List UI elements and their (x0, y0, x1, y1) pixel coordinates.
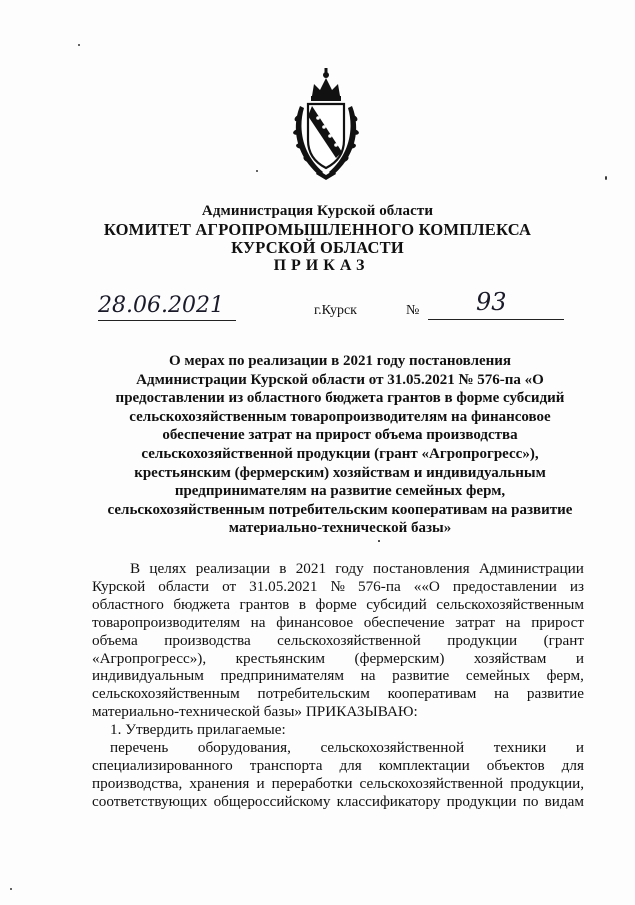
body-word: оборудования, (197, 739, 291, 757)
body-word: хозяйствам (473, 649, 547, 667)
scan-speck (78, 44, 80, 46)
body-word: предпринимателям (220, 667, 344, 685)
body-word: товаропроизводителям (92, 613, 241, 631)
kursk-coat-of-arms-emblem (290, 66, 362, 186)
body-line (92, 632, 584, 650)
order-number-label: № (406, 303, 420, 318)
body-word: году (335, 560, 364, 577)
body-word: производства, (92, 774, 183, 792)
body-word: В (130, 560, 141, 577)
body-word: сельскохозяйственной (359, 774, 504, 792)
body-word: от (222, 577, 237, 595)
body-line (92, 775, 584, 793)
body-word: грантов (239, 595, 290, 613)
body-line (92, 560, 584, 578)
body-word: форме (315, 595, 357, 613)
title-line: обеспечение затрат на прирост объема производства (162, 427, 518, 444)
scan-speck (256, 170, 258, 172)
body-word: реализации (195, 560, 270, 577)
body-word: области (158, 577, 210, 595)
body-word: Администрации (478, 560, 584, 577)
body-word: крестьянским (235, 649, 326, 667)
order-body (92, 560, 584, 811)
committee-name-line1: КОМИТЕТ АГРОПРОМЫШЛЕННОГО КОМПЛЕКСА (103, 220, 532, 239)
title-line: сельскохозяйственным товаропроизводителям на финансовое (129, 408, 551, 425)
body-word: обеспечение (363, 613, 445, 631)
body-word: и (256, 774, 265, 792)
body-word: техники (493, 739, 547, 757)
body-word: прирост (531, 613, 584, 631)
body-word: 31.05.2021 (249, 577, 318, 595)
body-word: сельскохозяйственной (277, 631, 421, 649)
body-word: производства (164, 631, 251, 649)
title-line: крестьянским (фермерским) хозяйствам и индивидуальным (134, 464, 546, 481)
body-word: продукции, (510, 774, 584, 792)
body-word: финансовое (276, 613, 354, 631)
order-number: 93 (476, 288, 507, 316)
document-type-heading: ПРИКАЗ (273, 257, 370, 274)
body-word: по (522, 792, 539, 810)
body-word: на (360, 667, 376, 685)
body-word: ««О (413, 577, 440, 595)
body-word: 2021 (295, 560, 327, 577)
body-line (92, 650, 584, 668)
body-word: сельскохозяйственной (320, 739, 465, 757)
body-word: объектов (486, 756, 545, 774)
body-word: кооперативам (387, 685, 477, 703)
body-word: продукции (447, 631, 518, 649)
body-word: на (505, 613, 521, 631)
body-word: семейных (465, 667, 530, 685)
body-line (92, 793, 584, 811)
scan-speck (378, 540, 380, 542)
title-line: сельскохозяйственной продукции (грант «Агропрогресс»), (141, 445, 539, 462)
body-word: сельскохозяйственным (92, 685, 240, 703)
title-line: Администрации Курской области от 31.05.2021 № 576-па «О (136, 371, 544, 388)
body-word: перечень (110, 739, 169, 757)
body-word: из (569, 577, 584, 595)
body-word: в (279, 560, 287, 577)
body-word: потребительским (257, 685, 370, 703)
body-word: ферм, (546, 667, 584, 685)
body-line (92, 667, 584, 685)
body-line (92, 596, 584, 614)
body-word: сельскохозяйственным (436, 595, 584, 613)
title-line: предпринимателям на развитие семейных ферм, (174, 483, 506, 500)
body-word: № (330, 577, 345, 595)
order-city: г.Курск (314, 303, 357, 318)
body-line (92, 578, 584, 596)
body-word: субсидий (366, 595, 427, 613)
body-word: (грант (543, 631, 584, 649)
title-line: материально-технической базы» (228, 520, 452, 537)
body-word: объема (92, 631, 138, 649)
body-word: комплектации (378, 756, 470, 774)
body-word: в (298, 595, 307, 613)
scan-speck (605, 176, 607, 180)
body-word: классификатору (336, 792, 441, 810)
body-word: 576-па (357, 577, 401, 595)
title-line: предоставлении из областного бюджета грантов в форме субсидий (115, 390, 565, 407)
body-word: «Агропрогресс»), (92, 649, 207, 667)
body-word: бюджета (173, 595, 230, 613)
body-word: постановления (372, 560, 470, 577)
body-word: предоставлении (452, 577, 557, 595)
body-word: областного (92, 595, 164, 613)
body-word: общероссийскому (213, 792, 331, 810)
body-word: хранения (189, 774, 250, 792)
body-word: и (575, 739, 584, 757)
body-line (92, 757, 584, 775)
body-word: развитие (526, 685, 584, 703)
body-word: и (575, 649, 584, 667)
body-word: соответствующих (92, 792, 208, 810)
body-word: продукции (446, 792, 517, 810)
body-word: транспорта (249, 756, 323, 774)
body-word: Курской (92, 577, 146, 595)
body-word: специализированного (92, 756, 233, 774)
title-line: О мерах по реализации в 2021 году постановления (168, 353, 512, 369)
body-word: для (561, 756, 584, 774)
scan-speck (10, 888, 12, 890)
body-word: затрат (455, 613, 496, 631)
body-word: на (250, 613, 266, 631)
body-word: видам (544, 792, 584, 810)
order-title (92, 352, 588, 538)
body-word: индивидуальным (92, 667, 204, 685)
committee-name-line2: КУРСКОЙ ОБЛАСТИ (231, 238, 404, 257)
body-line (92, 739, 584, 757)
body-line: материально-технической базы» ПРИКАЗЫВАЮ: (92, 703, 418, 721)
body-word: переработки (271, 774, 353, 792)
body-word: (фермерским) (354, 649, 445, 667)
body-word: развитие (392, 667, 450, 685)
body-line: 1. Утвердить прилагаемые: (110, 721, 286, 739)
body-word: на (494, 685, 510, 703)
order-date: 28.06.2021 (98, 293, 236, 321)
body-word: для (339, 756, 362, 774)
order-number-field (428, 288, 564, 320)
body-line (92, 614, 584, 632)
administration-name: Администрация Курской области (201, 203, 434, 219)
body-word: целях (149, 560, 187, 577)
body-line (92, 685, 584, 703)
title-line: сельскохозяйственным потребительским кооперативам на развитие (107, 501, 573, 518)
